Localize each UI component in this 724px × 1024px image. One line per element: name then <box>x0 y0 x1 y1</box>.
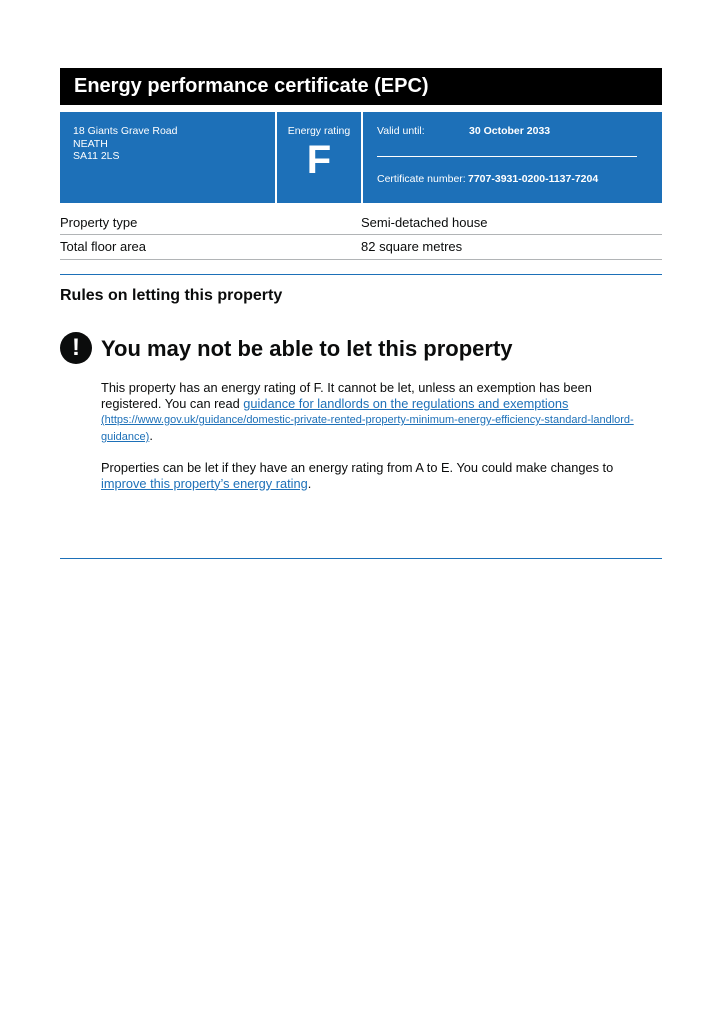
warning-title: You may not be able to let this property <box>101 336 513 361</box>
letting-paragraph-2 <box>101 460 646 491</box>
para1-text: This property has an energy rating of F. It cannot be let, unless an exemption has been registered. You can read <box>101 380 592 411</box>
certificate-number-label: Certificate number: <box>377 173 466 185</box>
certificate-summary <box>60 112 662 203</box>
address-line-2: NEATH <box>73 137 108 150</box>
para1-end: . <box>149 428 153 443</box>
address-line-1: 18 Giants Grave Road <box>73 125 178 137</box>
letting-paragraph-1 <box>101 380 646 445</box>
landlord-guidance-link[interactable]: guidance for landlords on the regulations and exemptions <box>243 395 569 411</box>
energy-rating-box <box>277 112 361 203</box>
page-title: Energy performance certificate (EPC) <box>60 68 662 105</box>
address-postcode: SA11 2LS <box>73 150 120 162</box>
exclamation-icon: ! <box>60 332 92 364</box>
section-divider <box>60 274 662 275</box>
floor-area-value: 82 square metres <box>361 239 463 254</box>
landlord-guidance-url-link[interactable]: (https://www.gov.uk/guidance/domestic-private-rented-property-minimum-energy-efficiency-standard-landlord-guidance) <box>101 414 634 443</box>
valid-until-date: 30 October 2033 <box>469 125 551 137</box>
property-details-table <box>60 211 662 260</box>
certificate-number: 7707-3931-0200-1137-7204 <box>468 173 599 185</box>
para2-end: . <box>307 475 312 491</box>
valid-until-label: Valid until: <box>377 125 425 137</box>
table-row <box>60 211 662 235</box>
property-type-value: Semi-detached house <box>361 215 488 230</box>
table-row <box>60 235 662 260</box>
validity-divider <box>377 156 637 157</box>
para2-text: Properties can be let if they have an energy rating from A to E. You could make changes to <box>101 460 614 475</box>
property-address <box>60 112 275 203</box>
validity-box <box>363 112 662 203</box>
improve-rating-link[interactable]: improve this property’s energy rating <box>101 475 308 491</box>
section-divider <box>60 558 662 559</box>
energy-rating-letter: F <box>306 138 332 182</box>
letting-section-heading: Rules on letting this property <box>60 287 283 304</box>
property-type-label: Property type <box>60 215 138 230</box>
floor-area-label: Total floor area <box>60 239 146 254</box>
energy-rating-label: Energy rating <box>287 125 351 137</box>
